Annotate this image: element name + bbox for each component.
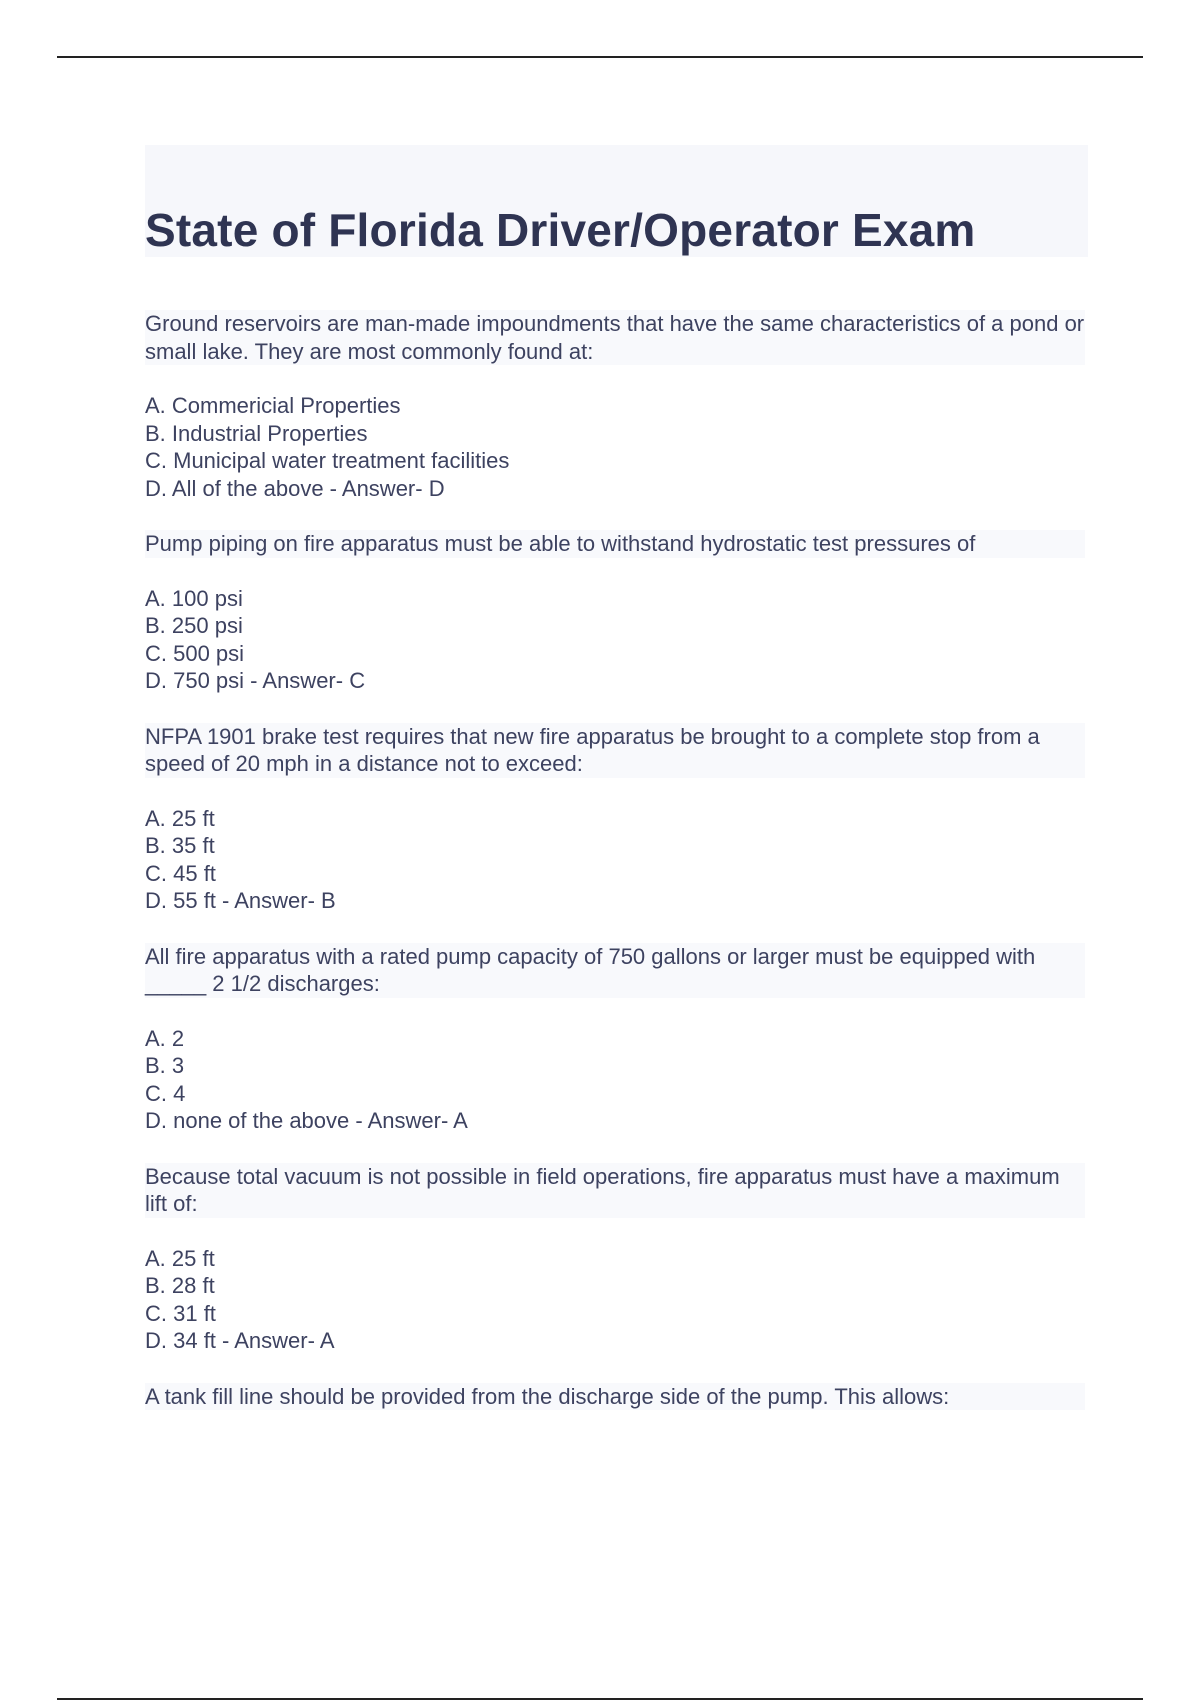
option-c: C. 31 ft [145,1300,216,1326]
option-d-with-answer: D. none of the above - Answer- A [145,1108,468,1133]
option-d-with-answer: D. All of the above - Answer- D [145,475,445,501]
option-a: A. 100 psi [145,585,243,611]
answer-options [145,585,1085,695]
option-b: B. 28 ft [145,1273,215,1298]
option-d-with-answer: D. 34 ft - Answer- A [145,1328,335,1353]
option-a: A. 25 ft [145,1245,215,1271]
question-3 [145,723,1085,915]
question-list [145,310,1085,1438]
answer-options [145,805,1085,915]
question-text: Because total vacuum is not possible in field operations, fire apparatus must have a maximum lift of: [145,1163,1085,1218]
option-d-with-answer: D. 750 psi - Answer- C [145,668,366,693]
option-a: A. 2 [145,1025,185,1051]
question-text: A tank fill line should be provided from the discharge side of the pump. This allows: [145,1383,1085,1411]
question-6 [145,1383,1085,1411]
title-banner [145,145,1088,257]
question-text: NFPA 1901 brake test requires that new fire apparatus be brought to a complete stop from a speed of 20 mph in a distance not to exceed: [145,723,1085,778]
page-title: State of Florida Driver/Operator Exam [145,204,976,256]
answer-options [145,1025,1085,1135]
question-text: Pump piping on fire apparatus must be able to withstand hydrostatic test pressures of [145,530,1085,558]
option-b: B. 3 [145,1053,185,1078]
question-2 [145,530,1085,695]
option-c: C. 4 [145,1080,186,1106]
option-d-with-answer: D. 55 ft - Answer- B [145,888,336,913]
question-1 [145,310,1085,502]
option-c: C. 45 ft [145,860,216,886]
answer-options [145,1245,1085,1355]
question-text: All fire apparatus with a rated pump capacity of 750 gallons or larger must be equipped with _____ 2 1/2 discharges: [145,943,1085,998]
option-c: C. Municipal water treatment facilities [145,448,510,473]
option-b: B. 250 psi [145,613,243,638]
question-text: Ground reservoirs are man-made impoundments that have the same characteristics of a pond or small lake. They are most commonly found at: [145,311,1085,364]
question-5 [145,1163,1085,1355]
option-a: A. 25 ft [145,805,215,831]
answer-options [145,392,1085,502]
option-b: B. Industrial Properties [145,420,368,446]
option-a: A. Commericial Properties [145,393,401,418]
top-divider [57,56,1143,58]
option-c: C. 500 psi [145,640,245,666]
option-b: B. 35 ft [145,833,215,858]
question-4 [145,943,1085,1135]
